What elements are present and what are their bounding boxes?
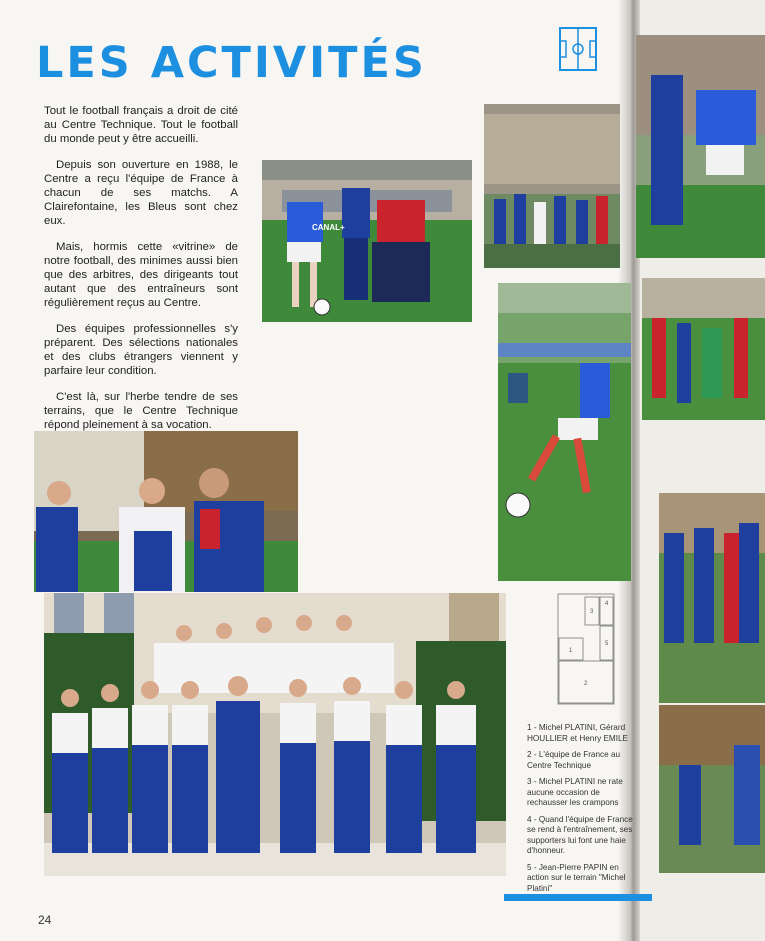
photo-staff-trio xyxy=(34,431,298,592)
paragraph: Des équipes professionnelles s'y préparent. Des sélections nationales et des clubs étrangers viennent y parfaire leur condition. xyxy=(44,323,238,377)
photo-captions xyxy=(527,723,639,900)
photo-right-training-1 xyxy=(642,278,765,420)
diagram-label: 5 xyxy=(605,641,609,647)
paragraph: C'est là, sur l'herbe tendre de ses terrains, que le Centre Technique répond pleinement à sa vocation. xyxy=(44,391,238,431)
photo-platini-training xyxy=(262,160,472,322)
caption: 5 - Jean-Pierre PAPIN en action sur le terrain "Michel Platini" xyxy=(527,862,626,893)
photo-supporters-crowd xyxy=(484,104,620,268)
photo-layout-diagram xyxy=(557,593,617,705)
diagram-label: 1 xyxy=(569,648,573,654)
caption: 3 - Michel PLATINI ne rate aucune occasion de rechausser les crampons xyxy=(527,777,623,807)
page-title: LES ACTIVITÉS xyxy=(36,38,427,88)
photo-papin-action xyxy=(498,283,631,581)
caption: 2 - L'équipe de France au Centre Technique xyxy=(527,750,621,770)
paragraph: Mais, hormis cette «vitrine» de notre football, des minimes aussi bien que des arbitres, des dirigeants tout autant que des entraîneurs sont régulièrement reçus au Centre. xyxy=(44,241,238,309)
photo-right-training-3 xyxy=(659,705,765,873)
sponsor-logo: CANAL+ xyxy=(312,223,345,232)
football-pitch-icon xyxy=(559,27,597,71)
photo-right-supporters xyxy=(636,35,765,258)
article-body xyxy=(44,104,238,444)
caption: 1 - Michel PLATINI, Gérard HOULLIER et Henry EMILE xyxy=(527,723,629,743)
photo-right-training-2 xyxy=(659,493,765,703)
diagram-label: 4 xyxy=(605,601,609,607)
paragraph: Tout le football français a droit de cité au Centre Technique. Tout le football du monde peut y être accueilli. xyxy=(44,105,238,145)
paragraph: Depuis son ouverture en 1988, le Centre a reçu l'équipe de France à chacun de ses matchs. A Clairefontaine, les Bleus sont chez eux. xyxy=(44,159,238,227)
caption-accent-bar xyxy=(504,894,652,901)
caption: 4 - Quand l'équipe de France se rend à l'entraînement, ses supporters lui font une haie d'honneur. xyxy=(527,814,633,855)
diagram-label: 2 xyxy=(584,681,588,687)
diagram-label: 3 xyxy=(590,609,594,615)
page-number: 24 xyxy=(38,913,52,927)
photo-team-france xyxy=(44,593,506,876)
